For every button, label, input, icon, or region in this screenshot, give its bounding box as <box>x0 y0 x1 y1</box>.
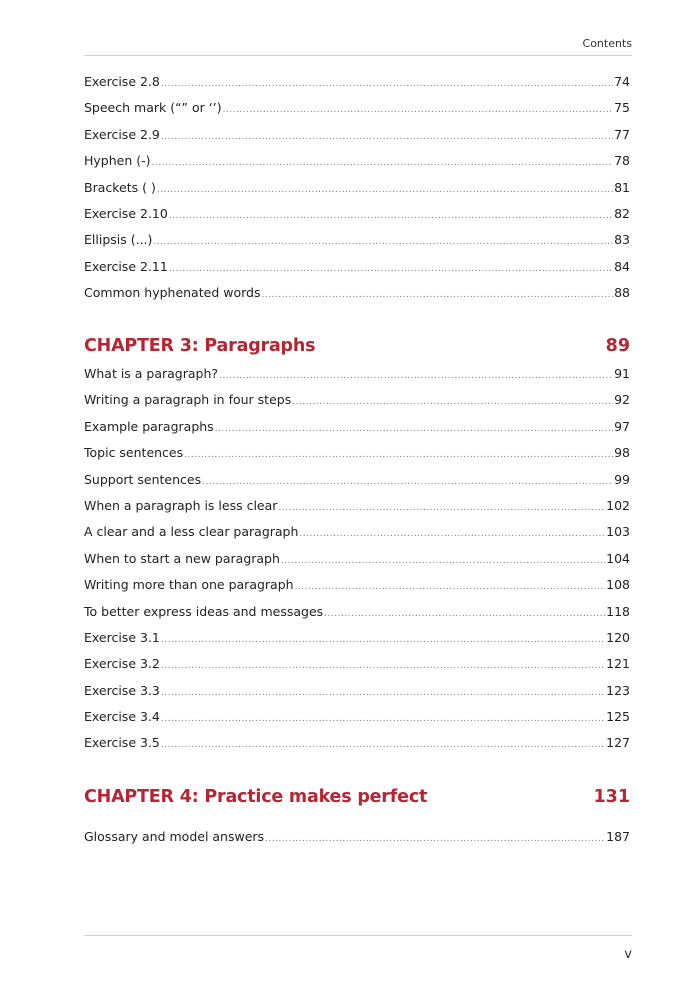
toc-entry[interactable] <box>84 259 630 285</box>
toc-entry-page: 118 <box>606 603 630 619</box>
toc-entry-title: Exercise 2.10 <box>84 205 168 221</box>
toc-entry-title: Speech mark (“” or ‘’) <box>84 100 222 116</box>
toc-entry-title: Exercise 3.2 <box>84 656 160 672</box>
toc-entry-title: Exercise 3.5 <box>84 735 160 751</box>
toc-entry-title: A clear and a less clear paragraph <box>84 524 299 540</box>
toc-entry-page: 75 <box>614 100 630 116</box>
toc-entry-page: 78 <box>614 153 630 169</box>
dot-leader <box>169 211 613 221</box>
chapter-heading[interactable] <box>84 787 630 807</box>
toc-entry-page: 82 <box>614 205 630 221</box>
toc-entry-page: 74 <box>614 74 630 89</box>
toc-entry-title: Exercise 2.9 <box>84 126 160 142</box>
dot-leader <box>278 503 605 513</box>
dot-leader <box>219 371 613 381</box>
toc-entry-title: Hyphen (-) <box>84 153 151 169</box>
toc-entry-title: Exercise 3.4 <box>84 709 160 725</box>
toc-entry[interactable] <box>84 656 630 682</box>
toc-entry[interactable] <box>84 74 630 100</box>
toc-entry-page: 108 <box>606 577 630 593</box>
running-header: Contents <box>582 37 632 50</box>
dot-leader <box>261 290 613 300</box>
dot-leader <box>265 834 605 844</box>
toc-entry-page: 88 <box>614 285 630 301</box>
toc-entry-title: Example paragraphs <box>84 418 214 434</box>
toc-entry[interactable] <box>84 829 630 855</box>
toc-entry[interactable] <box>84 445 630 471</box>
dot-leader <box>161 79 613 89</box>
toc-entry-title: Writing more than one paragraph <box>84 577 294 593</box>
chapter-page: 131 <box>593 787 630 807</box>
toc-entry[interactable] <box>84 604 630 630</box>
toc-entry-title: To better express ideas and messages <box>84 603 324 619</box>
toc-entry[interactable] <box>84 630 630 656</box>
toc-entry[interactable] <box>84 392 630 418</box>
toc-entry[interactable] <box>84 709 630 735</box>
chapter-3-heading-row <box>84 336 630 356</box>
toc-entry-page: 102 <box>606 497 630 513</box>
toc-entry[interactable] <box>84 419 630 445</box>
chapter-title: CHAPTER 4: Practice makes perfect <box>84 787 428 807</box>
toc-entry-page: 127 <box>606 735 630 751</box>
header-divider <box>84 55 632 56</box>
toc-entry[interactable] <box>84 472 630 498</box>
chapter-heading[interactable] <box>84 336 630 356</box>
dot-leader <box>161 714 605 724</box>
toc-entry-page: 83 <box>614 232 630 248</box>
toc-entry[interactable] <box>84 683 630 709</box>
dot-leader <box>324 609 605 619</box>
toc-entry-page: 125 <box>606 709 630 725</box>
toc-entry-title: Common hyphenated words <box>84 285 261 301</box>
toc-chapter-3 <box>84 366 630 762</box>
toc-entry-title: Ellipsis (...) <box>84 232 153 248</box>
toc-entry-page: 92 <box>614 392 630 408</box>
toc-entry[interactable] <box>84 551 630 577</box>
toc-entry-page: 121 <box>606 656 630 672</box>
toc-entry[interactable] <box>84 524 630 550</box>
dot-leader <box>152 158 614 168</box>
dot-leader <box>169 264 613 274</box>
toc-entry-page: 81 <box>614 179 630 195</box>
toc-entry-title: Brackets ( ) <box>84 179 156 195</box>
toc-entry-page: 104 <box>606 550 630 566</box>
dot-leader <box>281 556 605 566</box>
dot-leader <box>295 582 606 592</box>
page-number: v <box>624 947 632 962</box>
toc-entry-page: 123 <box>606 682 630 698</box>
toc-entry[interactable] <box>84 577 630 603</box>
dot-leader <box>161 132 613 142</box>
toc-entry[interactable] <box>84 153 630 179</box>
toc-entry-page: 187 <box>606 829 630 844</box>
dot-leader <box>153 237 613 247</box>
toc-entry[interactable] <box>84 100 630 126</box>
toc-entry-page: 98 <box>614 445 630 461</box>
toc-entry-page: 103 <box>606 524 630 540</box>
dot-leader <box>161 688 605 698</box>
dot-leader <box>184 450 613 460</box>
dot-leader <box>292 397 613 407</box>
footer-divider <box>84 935 632 936</box>
toc-entry-title: Glossary and model answers <box>84 829 265 844</box>
dot-leader <box>157 185 613 195</box>
toc-section-2-tail <box>84 74 630 312</box>
toc-entry-page: 91 <box>614 366 630 381</box>
toc-entry-page: 99 <box>614 471 630 487</box>
toc-entry[interactable] <box>84 232 630 258</box>
chapter-title: CHAPTER 3: Paragraphs <box>84 336 316 356</box>
toc-entry-title: When a paragraph is less clear <box>84 497 278 513</box>
toc-entry-page: 120 <box>606 629 630 645</box>
chapter-4-heading-row <box>84 787 630 807</box>
toc-entry-title: When to start a new paragraph <box>84 550 280 566</box>
toc-entry[interactable] <box>84 366 630 392</box>
dot-leader <box>161 635 605 645</box>
chapter-page: 89 <box>605 336 630 356</box>
toc-entry-title: Exercise 2.8 <box>84 74 160 89</box>
dot-leader <box>223 105 614 115</box>
dot-leader <box>161 740 605 750</box>
toc-entry[interactable] <box>84 498 630 524</box>
toc-entry-title: Writing a paragraph in four steps <box>84 392 292 408</box>
toc-chapter-4 <box>84 829 630 855</box>
toc-entry-title: Exercise 3.3 <box>84 682 160 698</box>
toc-entry[interactable] <box>84 127 630 153</box>
toc-entry[interactable] <box>84 285 630 311</box>
toc-entry-title: Support sentences <box>84 471 202 487</box>
toc-entry-page: 77 <box>614 126 630 142</box>
toc-entry-page: 84 <box>614 258 630 274</box>
toc-entry-page: 97 <box>614 418 630 434</box>
toc-entry-title: Topic sentences <box>84 445 184 461</box>
dot-leader <box>161 661 605 671</box>
dot-leader <box>299 529 605 539</box>
toc-entry[interactable] <box>84 735 630 761</box>
toc-entry[interactable] <box>84 180 630 206</box>
toc-entry-title: Exercise 3.1 <box>84 629 160 645</box>
toc-entry-title: What is a paragraph? <box>84 366 219 381</box>
dot-leader <box>202 477 613 487</box>
toc-entry[interactable] <box>84 206 630 232</box>
toc-entry-title: Exercise 2.11 <box>84 258 168 274</box>
dot-leader <box>215 424 613 434</box>
